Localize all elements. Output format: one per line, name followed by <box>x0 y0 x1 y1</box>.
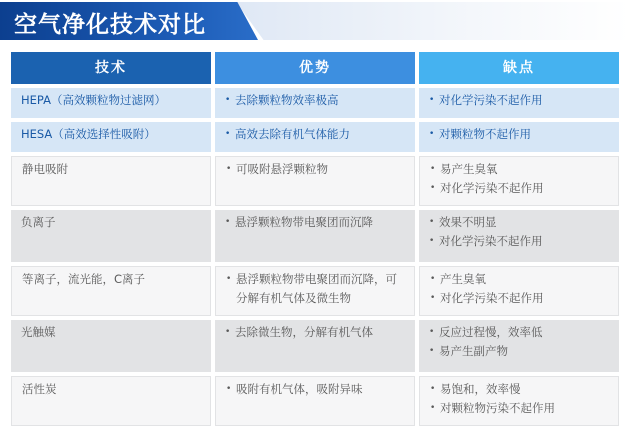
advantage-text: 悬浮颗粒物带电聚团而沉降，可分解有机气体及微生物 <box>236 272 397 305</box>
disadvantage-text: 产生臭氧 <box>440 272 486 286</box>
bullet-icon: • <box>429 129 435 139</box>
bullet-icon: • <box>430 183 436 193</box>
bullet-icon: • <box>226 384 232 394</box>
advantages-cell <box>215 122 415 152</box>
tech-cell <box>11 320 211 372</box>
bullet-icon: • <box>225 327 231 337</box>
advantages-cell <box>215 88 415 118</box>
bullet-icon: • <box>430 403 436 413</box>
bullet-icon: • <box>226 164 232 174</box>
advantage-text: 吸附有机气体，吸附异味 <box>236 382 363 396</box>
bullet-icon: • <box>429 95 435 105</box>
tech-name: 光触媒 <box>21 325 56 339</box>
header-advantages: 优势 <box>215 52 415 84</box>
disadvantage-text: 对化学污染不起作用 <box>439 234 543 248</box>
tech-cell <box>11 210 211 262</box>
tech-name: 等离子，流光能，C离子 <box>22 272 146 286</box>
tech-name: HEPA（高效颗粒物过滤网） <box>21 93 166 107</box>
disadvantage-text: 对颗粒物不起作用 <box>439 127 531 141</box>
advantage-text: 悬浮颗粒物带电聚团而沉降 <box>235 215 373 229</box>
tech-cell <box>11 156 211 206</box>
advantage-text: 去除颗粒物效率极高 <box>235 93 339 107</box>
disadvantage-text: 易饱和，效率慢 <box>440 382 521 396</box>
disadvantages-cell <box>419 156 619 206</box>
title-decor-stripe <box>236 2 630 40</box>
disadvantage-text: 反应过程慢，效率低 <box>439 325 543 339</box>
tech-cell <box>11 266 211 316</box>
advantages-cell <box>215 320 415 372</box>
disadvantages-cell <box>419 210 619 262</box>
disadvantages-cell <box>419 266 619 316</box>
advantages-cell <box>215 376 415 426</box>
tech-cell <box>11 122 211 152</box>
bullet-icon: • <box>225 95 231 105</box>
disadvantage-text: 对颗粒物污染不起作用 <box>440 401 555 415</box>
bullet-icon: • <box>226 274 232 284</box>
bullet-icon: • <box>429 217 435 227</box>
disadvantage-text: 效果不明显 <box>439 215 497 229</box>
bullet-icon: • <box>429 236 435 246</box>
header-disadvantages: 缺点 <box>419 52 619 84</box>
bullet-icon: • <box>430 164 436 174</box>
disadvantage-text: 易产生副产物 <box>439 344 508 358</box>
tech-name: 活性炭 <box>22 382 57 396</box>
advantage-text: 高效去除有机气体能力 <box>235 127 350 141</box>
comparison-table <box>11 52 619 426</box>
disadvantages-cell <box>419 122 619 152</box>
tech-cell <box>11 376 211 426</box>
advantages-cell <box>215 210 415 262</box>
bullet-icon: • <box>430 293 436 303</box>
advantage-text: 去除微生物，分解有机气体 <box>235 325 373 339</box>
disadvantage-text: 对化学污染不起作用 <box>440 291 544 305</box>
bullet-icon: • <box>430 274 436 284</box>
tech-name: HESA（高效选择性吸附） <box>21 127 156 141</box>
tech-name: 静电吸附 <box>22 162 68 176</box>
bullet-icon: • <box>225 129 231 139</box>
bullet-icon: • <box>430 384 436 394</box>
advantages-cell <box>215 266 415 316</box>
page-title: 空气净化技术对比 <box>14 12 206 38</box>
disadvantages-cell <box>419 320 619 372</box>
header-tech: 技术 <box>11 52 211 84</box>
title-bar <box>0 0 630 44</box>
bullet-icon: • <box>225 217 231 227</box>
bullet-icon: • <box>429 327 435 337</box>
advantages-cell <box>215 156 415 206</box>
disadvantage-text: 对化学污染不起作用 <box>439 93 543 107</box>
disadvantage-text: 易产生臭氧 <box>440 162 498 176</box>
tech-name: 负离子 <box>21 215 56 229</box>
advantage-text: 可吸附悬浮颗粒物 <box>236 162 328 176</box>
disadvantages-cell <box>419 376 619 426</box>
disadvantage-text: 对化学污染不起作用 <box>440 181 544 195</box>
disadvantages-cell <box>419 88 619 118</box>
tech-cell <box>11 88 211 118</box>
bullet-icon: • <box>429 346 435 356</box>
